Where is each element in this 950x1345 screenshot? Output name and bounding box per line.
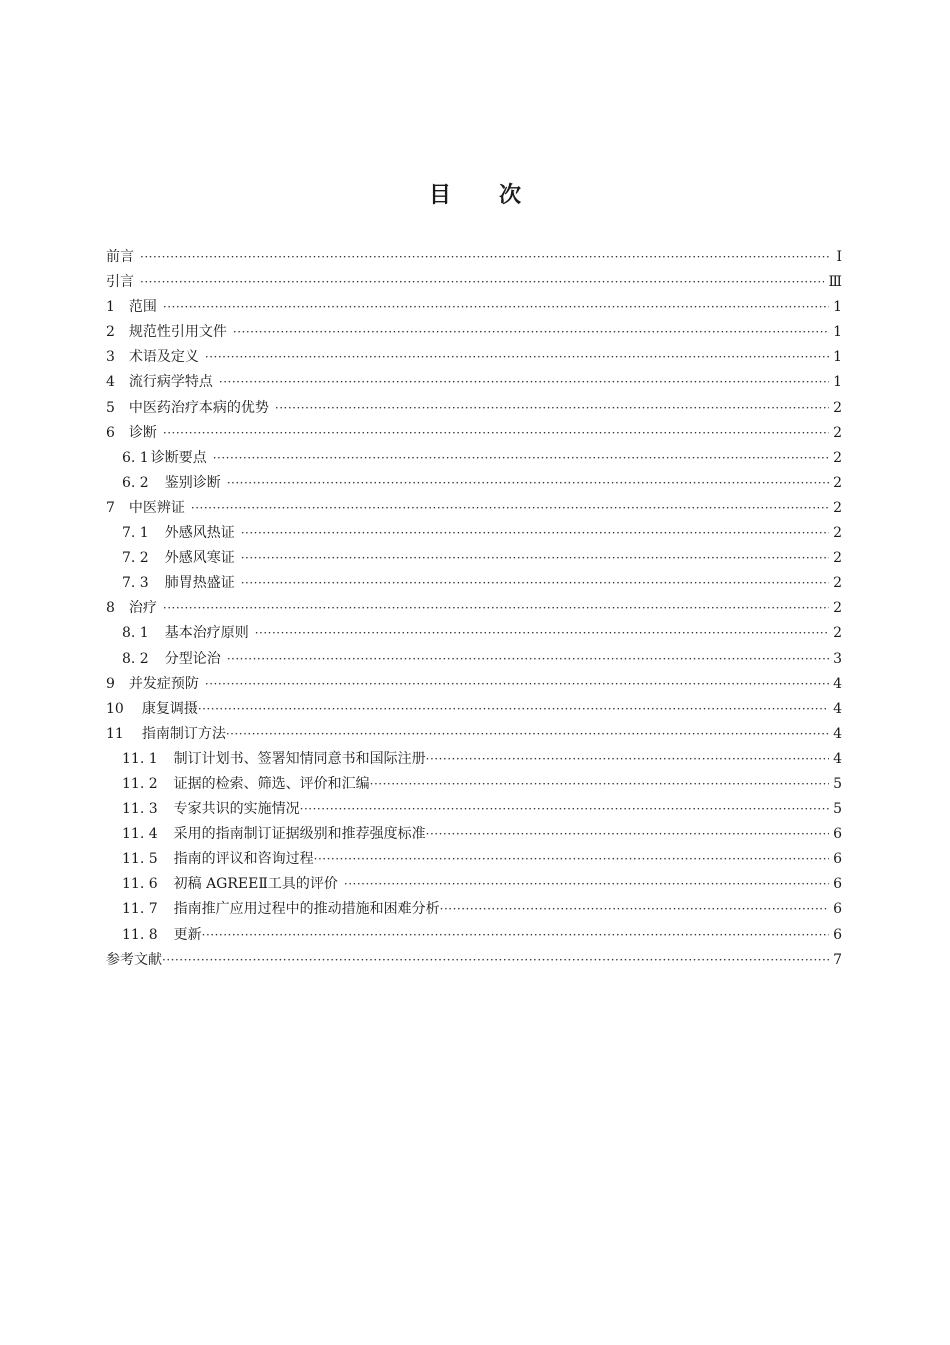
toc-entry-text: 外感风热证 [164,525,235,542]
toc-entry-text: 治疗 [128,600,157,617]
toc-entry-text: 专家共识的实施情况 [173,801,300,818]
toc-entry-text: 并发症预防 [128,675,199,692]
title-char-2: 次 [499,183,522,208]
toc-entry-page: 6 [833,926,842,943]
toc-entry-text: 中医辨证 [128,499,185,516]
toc-entry-text: 更新 [173,926,202,943]
toc-entry-text: 诊断 [128,424,157,441]
toc-entry-page: 2 [833,499,842,516]
toc-entry-6-2[interactable] [106,473,842,498]
toc-entry-page: 1 [833,299,842,316]
toc-leader-dots [227,649,829,669]
toc-entry-references[interactable] [106,950,842,975]
toc-entry-text: 规范性引用文件 [128,324,227,341]
toc-entry-text: 鉴别诊断 [164,474,221,491]
toc-entry-number: 11. 5 [122,851,158,868]
toc-entry-text: 指南推广应用过程中的推动措施和困难分析 [173,901,440,918]
toc-entry-page: Ⅲ [828,274,842,291]
toc-entry-11-4[interactable] [106,824,842,849]
toc-entry-number: 5 [106,399,115,416]
toc-leader-dots [440,899,829,919]
toc-entry-page: 7 [833,951,842,968]
toc-entry-7[interactable] [106,498,842,523]
toc-leader-dots [202,925,829,945]
toc-entry-text: 范围 [128,299,157,316]
toc-entry-number: 9 [106,675,115,692]
toc-entry-number: 2 [106,324,115,341]
toc-entry-number: 11. 8 [122,926,158,943]
toc-entry-9[interactable] [106,674,842,699]
toc-entry-10[interactable] [106,699,842,724]
toc-entry-text: 指南制订方法 [141,725,226,742]
toc-entry-4[interactable] [106,372,842,397]
toc-leader-dots [213,448,829,468]
toc-entry-page: 4 [833,700,842,717]
toc-leader-dots [370,774,829,794]
toc-entry-page: 2 [833,625,842,642]
toc-entry-2[interactable] [106,322,842,347]
toc-entry-text: 初稿 AGREEⅡ工具的评价 [173,876,338,893]
toc-entry-text: 证据的检索、筛选、评价和汇编 [173,775,370,792]
toc-entry-11-7[interactable] [106,899,842,924]
toc-entry-number: 8. 1 [122,625,149,642]
toc-entry-number: 10 [106,700,124,717]
toc-entry-page: Ⅰ [836,249,842,265]
toc-leader-dots [426,749,829,769]
toc-entry-number: 6 [106,424,115,441]
toc-entry-text: 基本治疗原则 [164,625,249,642]
toc-entry-introduction[interactable] [106,272,842,297]
toc-entry-page: 2 [833,399,842,416]
toc-entry-1[interactable] [106,297,842,322]
toc-entry-page: 5 [833,801,842,818]
toc-entry-number: 11. 1 [122,750,158,767]
toc-entry-number: 3 [106,349,115,366]
toc-entry-8[interactable] [106,598,842,623]
table-of-contents [106,247,842,975]
toc-entry-text: 中医药治疗本病的优势 [128,399,269,416]
toc-entry-text: 引言 [106,274,134,291]
toc-entry-text: 分型论治 [164,650,221,667]
toc-entry-text: 肺胃热盛证 [164,575,235,592]
toc-entry-page: 4 [833,675,842,692]
toc-leader-dots [233,322,829,342]
toc-leader-dots [198,699,829,719]
toc-entry-11-6[interactable] [106,874,842,899]
toc-entry-8-1[interactable] [106,623,842,648]
toc-entry-page: 2 [833,474,842,491]
toc-entry-number: 6. 2 [122,474,149,491]
toc-leader-dots [227,473,829,493]
toc-entry-number: 7. 1 [122,525,149,542]
toc-leader-dots [314,849,829,869]
toc-entry-number: 8. 2 [122,650,149,667]
toc-entry-page: 5 [833,775,842,792]
toc-entry-5[interactable] [106,398,842,423]
toc-leader-dots [205,347,829,367]
toc-leader-dots [163,423,829,443]
toc-entry-page: 2 [833,550,842,567]
toc-entry-number: 11. 3 [122,801,158,818]
toc-leader-dots [140,272,824,292]
toc-entry-7-1[interactable] [106,523,842,548]
toc-entry-11-2[interactable] [106,774,842,799]
toc-entry-3[interactable] [106,347,842,372]
toc-entry-6[interactable] [106,423,842,448]
toc-leader-dots [162,950,829,970]
toc-entry-number: 11. 2 [122,775,158,792]
toc-entry-page: 6 [833,876,842,893]
toc-entry-number: 11 [106,725,124,742]
toc-entry-page: 1 [833,324,842,341]
toc-entry-7-3[interactable] [106,573,842,598]
title-char-1: 目 [428,183,451,208]
toc-entry-number: 6. 1 [122,449,149,466]
page-title [0,178,950,209]
toc-entry-page: 1 [833,349,842,366]
toc-entry-11-5[interactable] [106,849,842,874]
toc-leader-dots [426,824,829,844]
toc-entry-page: 2 [833,449,842,466]
toc-entry-page: 3 [833,650,842,667]
toc-leader-dots [163,297,829,317]
toc-leader-dots [344,874,829,894]
toc-leader-dots [241,548,829,568]
toc-entry-page: 2 [833,600,842,617]
toc-entry-number: 11. 6 [122,876,158,893]
toc-leader-dots [275,398,829,418]
toc-entry-text: 前言 [106,249,134,265]
toc-leader-dots [241,573,829,593]
toc-entry-page: 2 [833,575,842,592]
toc-entry-page: 6 [833,851,842,868]
toc-entry-text: 诊断要点 [150,449,207,466]
toc-entry-text: 外感风寒证 [164,550,235,567]
toc-entry-11-1[interactable] [106,749,842,774]
toc-leader-dots [140,247,830,267]
toc-entry-number: 4 [106,374,115,391]
toc-entry-number: 11. 4 [122,826,158,843]
toc-leader-dots [226,724,829,744]
toc-entry-number: 7 [106,499,115,516]
toc-entry-text: 参考文献 [106,951,162,968]
toc-entry-number: 1 [106,299,115,316]
toc-entry-text: 康复调摄 [141,700,198,717]
toc-entry-preface[interactable] [106,247,842,272]
toc-entry-11-8[interactable] [106,925,842,950]
toc-leader-dots [163,598,829,618]
toc-leader-dots [205,674,829,694]
toc-leader-dots [219,372,829,392]
toc-leader-dots [255,623,829,643]
toc-entry-number: 7. 2 [122,550,149,567]
toc-entry-page: 4 [833,750,842,767]
toc-leader-dots [191,498,829,518]
toc-entry-page: 4 [833,725,842,742]
toc-leader-dots [300,799,829,819]
toc-entry-page: 2 [833,525,842,542]
toc-entry-7-2[interactable] [106,548,842,573]
toc-entry-text: 指南的评议和咨询过程 [173,851,314,868]
toc-entry-number: 7. 3 [122,575,149,592]
toc-entry-page: 6 [833,826,842,843]
toc-entry-11-3[interactable] [106,799,842,824]
toc-entry-text: 采用的指南制订证据级别和推荐强度标准 [173,826,426,843]
toc-leader-dots [241,523,829,543]
toc-entry-number: 8 [106,600,115,617]
toc-entry-page: 6 [833,901,842,918]
toc-entry-page: 1 [833,374,842,391]
toc-entry-text: 制订计划书、签署知情同意书和国际注册 [173,750,426,767]
toc-entry-11[interactable] [106,724,842,749]
toc-entry-8-2[interactable] [106,649,842,674]
toc-entry-number: 11. 7 [122,901,158,918]
toc-entry-6-1[interactable] [106,448,842,473]
toc-entry-text: 术语及定义 [128,349,199,366]
toc-entry-page: 2 [833,424,842,441]
toc-entry-text: 流行病学特点 [128,374,213,391]
